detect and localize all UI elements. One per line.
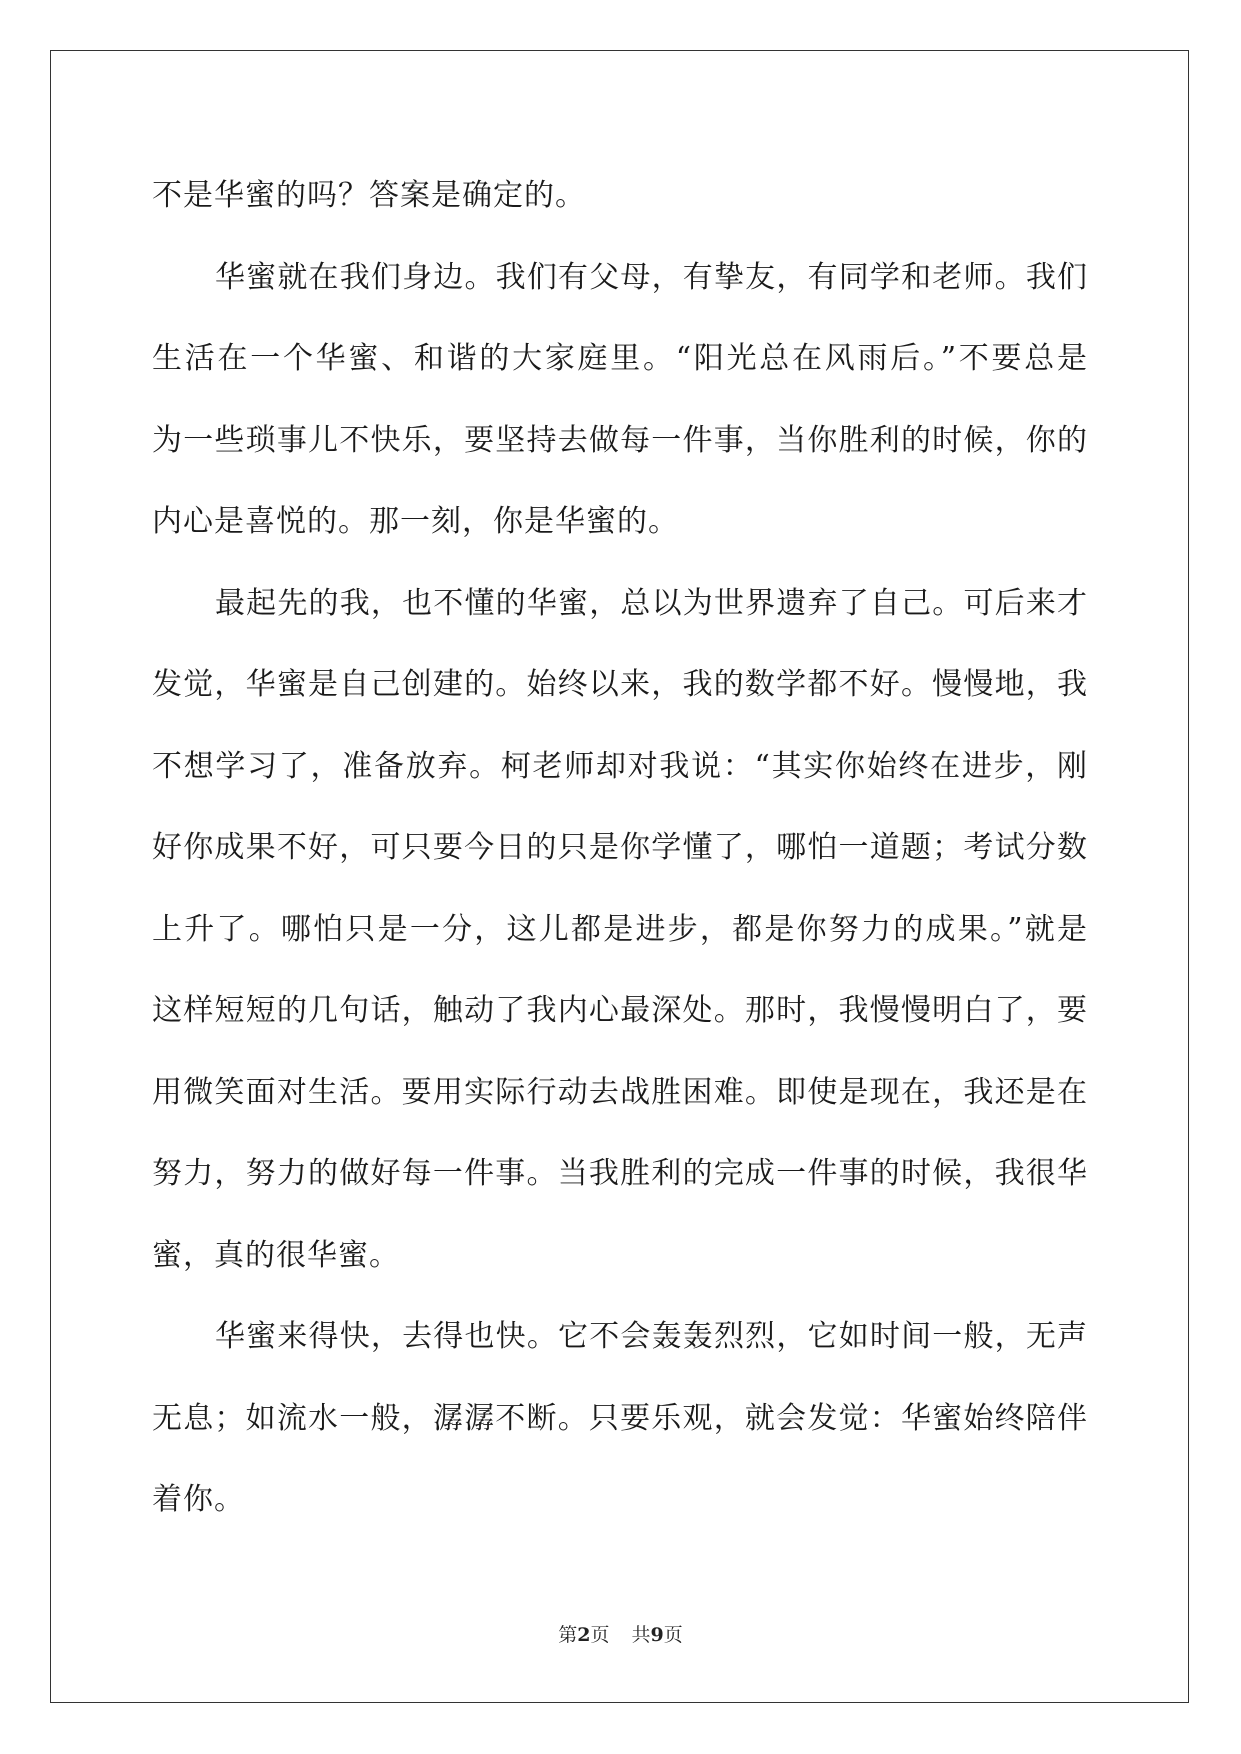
text-line: 不想学习了，准备放弃。柯老师却对我说：“其实你始终在进步，刚: [152, 748, 1088, 784]
total-prefix: 共: [631, 1624, 651, 1646]
page-number: 2: [577, 1624, 591, 1646]
text-line: 蜜，真的很华蜜。: [152, 1237, 400, 1273]
text-line: 着你。: [152, 1482, 245, 1517]
text-line: 为一些琐事儿不快乐，要坚持去做每一件事，当你胜利的时候，你的: [152, 422, 1088, 458]
paragraph-first-line: 最起先的我，也不懂的华蜜，总以为世界遗弃了自己。可后来才: [215, 585, 1088, 621]
text-line: 无息；如流水一般，潺潺不断。只要乐观，就会发觉：华蜜始终陪伴: [152, 1400, 1088, 1436]
text-line: 努力，努力的做好每一件事。当我胜利的完成一件事的时候，我很华: [152, 1156, 1088, 1191]
text-line: 上升了。哪怕只是一分，这儿都是进步，都是你努力的成果。”就是: [152, 911, 1088, 947]
document-body: [152, 155, 1088, 1541]
text-line: 发觉，华蜜是自己创建的。始终以来，我的数学都不好。慢慢地，我: [152, 667, 1088, 702]
text-line: 这样短短的几句话，触动了我内心最深处。那时，我慢慢明白了，要: [152, 993, 1088, 1028]
page-footer: [0, 1620, 1241, 1647]
text-line: 用微笑面对生活。要用实际行动去战胜困难。即使是现在，我还是在: [152, 1074, 1088, 1110]
text-line: 内心是喜悦的。那一刻，你是华蜜的。: [152, 504, 679, 539]
text-line: 好你成果不好，可只要今日的只是你学懂了，哪怕一道题；考试分数: [152, 830, 1088, 865]
text-line: 生活在一个华蜜、和谐的大家庭里。“阳光总在风雨后。”不要总是: [152, 341, 1088, 376]
page-prefix: 第: [558, 1624, 578, 1646]
page-suffix: 页: [590, 1624, 610, 1646]
total-suffix: 页: [663, 1624, 683, 1646]
total-pages: 9: [650, 1624, 664, 1646]
paragraph-first-line: 华蜜就在我们身边。我们有父母，有挚友，有同学和老师。我们: [215, 259, 1088, 295]
paragraph-first-line: 华蜜来得快，去得也快。它不会轰轰烈烈，它如时间一般，无声: [215, 1319, 1088, 1354]
text-line: 不是华蜜的吗？答案是确定的。: [152, 178, 586, 213]
